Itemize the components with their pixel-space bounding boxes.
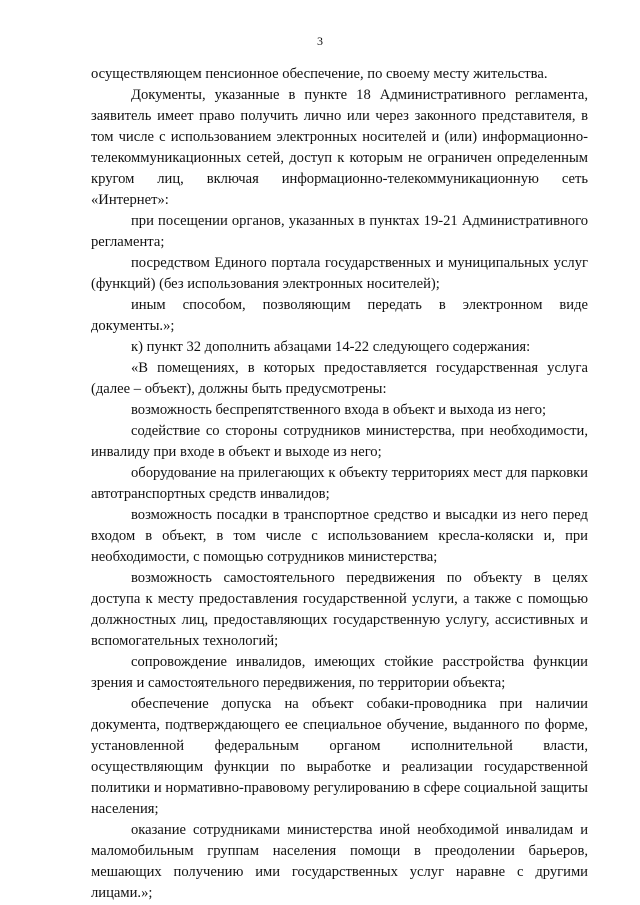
paragraph: сопровождение инвалидов, имеющих стойкие расстройства функции зрения и самостоятельного передвижения, по территории объекта;	[91, 654, 588, 691]
page-number: 3	[317, 34, 323, 48]
paragraph: возможность беспрепятственного входа в объект и выхода из него;	[131, 402, 547, 418]
paragraph: Документы, указанные в пункте 18 Административного регламента, заявитель имеет право получить лично или через законного представителя, в том числе с использованием электронных носителей и (или) информационно-телекоммуникационных сетей, доступ к которым не ограничен определенным кругом лиц, включая информационно-телекоммуникационную сеть «Интернет»:	[91, 87, 588, 208]
document-body	[91, 64, 588, 904]
paragraph: при посещении органов, указанных в пунктах 19-21 Административного регламента;	[91, 213, 588, 250]
paragraph: «В помещениях, в которых предоставляется государственная услуга (далее – объект), должны быть предусмотрены:	[91, 360, 588, 397]
paragraph: посредством Единого портала государственных и муниципальных услуг (функций) (без использования электронных носителей);	[91, 255, 588, 292]
paragraph: оборудование на прилегающих к объекту территориях мест для парковки автотранспортных средств инвалидов;	[91, 465, 588, 502]
paragraph: возможность самостоятельного передвижения по объекту в целях доступа к месту предоставления государственной услуги, а также с помощью должностных лиц, предоставляющих государственную услугу, ассистивных и вспомогательных технологий;	[91, 570, 588, 649]
paragraph: осуществляющем пенсионное обеспечение, по своему месту жительства.	[91, 66, 548, 82]
paragraph: к) пункт 32 дополнить абзацами 14-22 следующего содержания:	[131, 339, 531, 355]
paragraph: оказание сотрудниками министерства иной необходимой инвалидам и маломобильным группам населения помощи в преодолении барьеров, мешающих получению ими государственных услуг наравне с другими лицами.»;	[91, 822, 588, 901]
paragraph: содействие со стороны сотрудников министерства, при необходимости, инвалиду при входе в объект и выходе из него;	[91, 423, 588, 460]
paragraph: обеспечение допуска на объект собаки-проводника при наличии документа, подтверждающего ее специальное обучение, выданного по форме, установленной федеральным органом исполнительной власти, осуществляющим функции по выработке и реализации государственной политики и нормативно-правовому регулированию в сфере социальной защиты населения;	[91, 696, 588, 817]
paragraph: иным способом, позволяющим передать в электронном виде документы.»;	[91, 297, 588, 334]
paragraph: возможность посадки в транспортное средство и высадки из него перед входом в объект, в том числе с использованием кресла-коляски и, при необходимости, с помощью сотрудников министерства;	[91, 507, 588, 565]
